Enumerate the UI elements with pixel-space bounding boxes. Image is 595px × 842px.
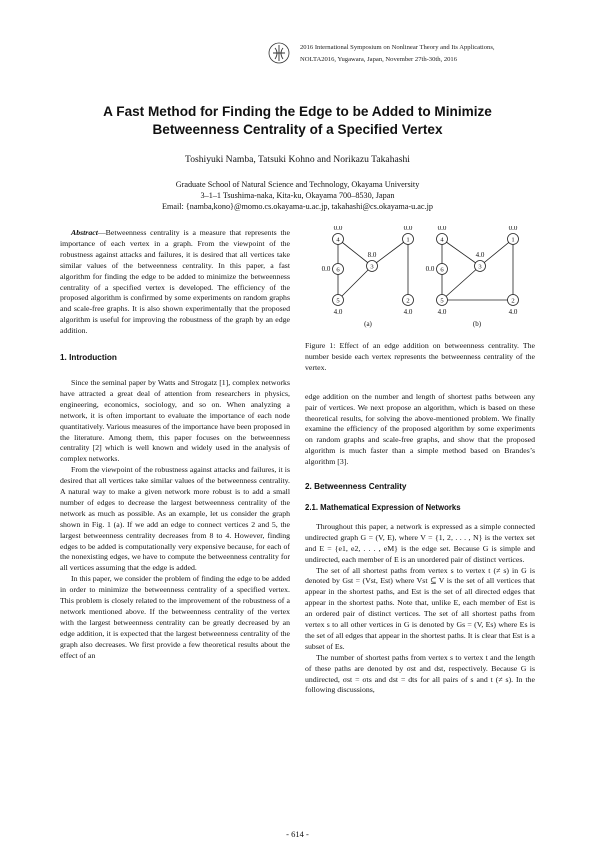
svg-text:5: 5 <box>440 297 444 305</box>
title-line-2: Betweenness Centrality of a Specified Vertex <box>152 122 443 137</box>
graph-b <box>426 226 519 328</box>
figure-caption: Figure 1: Effect of an edge addition on betweenness centrality. The number beside each vertex represents the betweenness centrality of the vertex. <box>305 341 535 372</box>
svg-text:2: 2 <box>511 297 515 305</box>
svg-text:2: 2 <box>406 297 410 305</box>
graph-b-label: (b) <box>472 320 482 328</box>
abstract <box>60 228 290 337</box>
graph-a-node-2 <box>403 295 414 306</box>
graph-a-node-4 <box>333 234 344 245</box>
section2-paragraph-1: Throughout this paper, a network is expressed as a simple connected undirected graph G = (V, E), where V = {1, 2, . . . , N} is the vertex set and E = {e1, e2, . . . , eM} is the edge set. Because G is simple and undirected, each member of E is an unordered pair of distinct vertices. <box>305 521 535 564</box>
graph-b-value-4: 0.0 <box>437 226 447 232</box>
intro-paragraph-3: In this paper, we consider the problem of finding the edge to be added in order to minimize the betweenness centrality of a specified vertex. This problem is closely related to the improvement of the robustness of a network mentioned above. If the betweenness centrality of the vertex with the largest betweenness centrality can be greatly decreased by an edge addition, it is expected that the largest betweenness centrality of the graph also decreases. We first provide a few theoretical results about the effect of an <box>60 574 290 660</box>
graph-a-value-1: 0.0 <box>403 226 413 232</box>
graph-a-value-4: 0.0 <box>333 226 343 232</box>
conference-line-2: NOLTA2016, Yugawara, Japan, November 27th-30th, 2016 <box>300 56 458 63</box>
intro-paragraph-1: Since the seminal paper by Watts and Strogatz [1], complex networks have attracted a great deal of attention from researchers in physics, engineering, economics, sociology, and so on. When analyzing a network, it is often important to evaluate the importance of each node quantitatively. Various measures of the importance have been proposed in the literature. Among them, this paper focuses on the betweenness centrality [2] which is well known and widely used in the analysis of complex networks. <box>60 377 290 464</box>
graph-b-node-5 <box>437 295 448 306</box>
graph-a-node-3 <box>367 261 378 272</box>
title-line-1: A Fast Method for Finding the Edge to be Added to Minimize <box>103 104 492 119</box>
graph-b-node-3 <box>475 261 486 272</box>
intro-paragraph-4: edge addition on the number and length of shortest paths between any pair of vertices. We next propose an algorithm, which is based on these theoretical results, for solving the above-mentioned problem. We finally examine the efficiency of the proposed algorithm by some experiments on random graphs and scale-free graphs, and show that the proposed algorithm is much faster than a simple method based on Brandes’s algorithm [3]. <box>305 391 535 467</box>
authors: Toshiyuki Namba, Tatsuki Kohno and Norikazu Takahashi <box>185 154 410 165</box>
conference-line-1: 2016 International Symposium on Nonlinear Theory and Its Applications, <box>300 44 495 51</box>
svg-text:1: 1 <box>406 236 410 244</box>
section-2-heading: 2. Betweenness Centrality <box>305 482 407 492</box>
graph-b-value-3: 4.0 <box>475 251 485 259</box>
figure-1 <box>305 226 535 330</box>
page-number: - 614 - <box>286 829 309 839</box>
svg-text:3: 3 <box>370 263 374 271</box>
svg-text:6: 6 <box>440 266 444 274</box>
paper-title <box>60 103 535 139</box>
subsection-2-1-heading: 2.1. Mathematical Expression of Networks <box>305 502 461 512</box>
svg-text:6: 6 <box>336 266 340 274</box>
graph-b-node-1 <box>508 234 519 245</box>
section2-paragraph-3: The number of shortest paths from vertex s to vertex t and the length of these paths are denoted by σst and dst, respectively. Because G is undirected, σst = σts and dst = dts for all pairs of s and t (≠ s). In the following discussions, <box>305 652 535 695</box>
graph-a-node-5 <box>333 295 344 306</box>
graph-b-node-4 <box>437 234 448 245</box>
svg-text:4: 4 <box>336 236 340 244</box>
affiliation-line-1: Graduate School of Natural Science and Technology, Okayama University <box>175 180 420 189</box>
graph-a-node-6 <box>333 264 344 275</box>
svg-text:4: 4 <box>440 236 444 244</box>
abstract-text: —Betweenness centrality is a measure that represents the importance of each vertex in a graph. From the viewpoint of the robustness against attacks and failures, it is desired that all vertices take similar values of the betweenness centrality. In this paper, a fast algorithm for finding the edge to be added to minimize the betweenness centrality of a specified vertex is developed. The efficiency of the proposed algorithm is confirmed by some experiments on random graphs and scale-free graphs. It is also shown experimentally that the proposed algorithm is useful for improving the robustness of the graph by an edge addition. <box>60 228 290 336</box>
left-column <box>60 228 290 662</box>
intro-paragraph-2: From the viewpoint of the robustness against attacks and failures, it is desired that all vertices take similar values of the betweenness centrality. A natural way to make a given network more robust is to add a small number of edges to decrease the largest betweenness centrality of the network as much as possible. As an example, let us consider the graph shown in Fig. 1 (a). If we add an edge to connect vertices 2 and 5, the largest betweenness centrality decreases from 8 to 4. However, finding edges to be added is computationally very expensive because, for each of the nonexisting edges, we have to compute the betweenness centrality for all vertices assuming that the edge is added. <box>60 465 290 573</box>
graph-a-value-5: 4.0 <box>333 308 343 316</box>
graph-b-value-1: 0.0 <box>508 226 518 232</box>
svg-text:5: 5 <box>336 297 340 305</box>
graph-a-value-6: 0.0 <box>321 265 331 273</box>
graph-b-node-2 <box>508 295 519 306</box>
graph-b-value-5: 4.0 <box>437 308 447 316</box>
affiliation <box>60 179 535 212</box>
graph-a-value-2: 4.0 <box>403 308 413 316</box>
graph-a-node-1 <box>403 234 414 245</box>
abstract-label: Abstract <box>71 228 98 237</box>
right-column <box>305 341 535 696</box>
symposium-logo <box>268 42 290 64</box>
graph-a-value-3: 8.0 <box>367 251 377 259</box>
affiliation-email: Email: {namba,kono}@momo.cs.okayama-u.ac.jp, takahashi@cs.okayama-u.ac.jp <box>162 202 433 211</box>
graph-b-node-6 <box>437 264 448 275</box>
graph-a-label: (a) <box>364 320 372 328</box>
affiliation-line-2: 3–1–1 Tsushima-naka, Kita-ku, Okayama 700–8530, Japan <box>200 191 395 200</box>
graph-a <box>322 226 414 328</box>
graph-b-value-6: 0.0 <box>425 265 435 273</box>
section2-paragraph-2: The set of all shortest paths from vertex s to vertex t (≠ s) in G is denoted by Gst = (Vst, Est) where Vst ⊆ V is the set of all vertices that appear in the shortest paths, and Est is the set of all directed edges that appear in the shortest paths. Note that, unlike E, each member of Est is an ordered pair of distinct vertices. The set of all shortest paths from vertex s to all other vertices in G is denoted by Gs = (V, Es) where Es is the set of all edges that appear in the shortest paths. It is clear that Est is a subset of Es. <box>305 565 535 651</box>
graph-b-value-2: 4.0 <box>508 308 518 316</box>
svg-text:1: 1 <box>511 236 515 244</box>
svg-text:3: 3 <box>478 263 482 271</box>
section-1-heading: 1. Introduction <box>60 353 117 363</box>
